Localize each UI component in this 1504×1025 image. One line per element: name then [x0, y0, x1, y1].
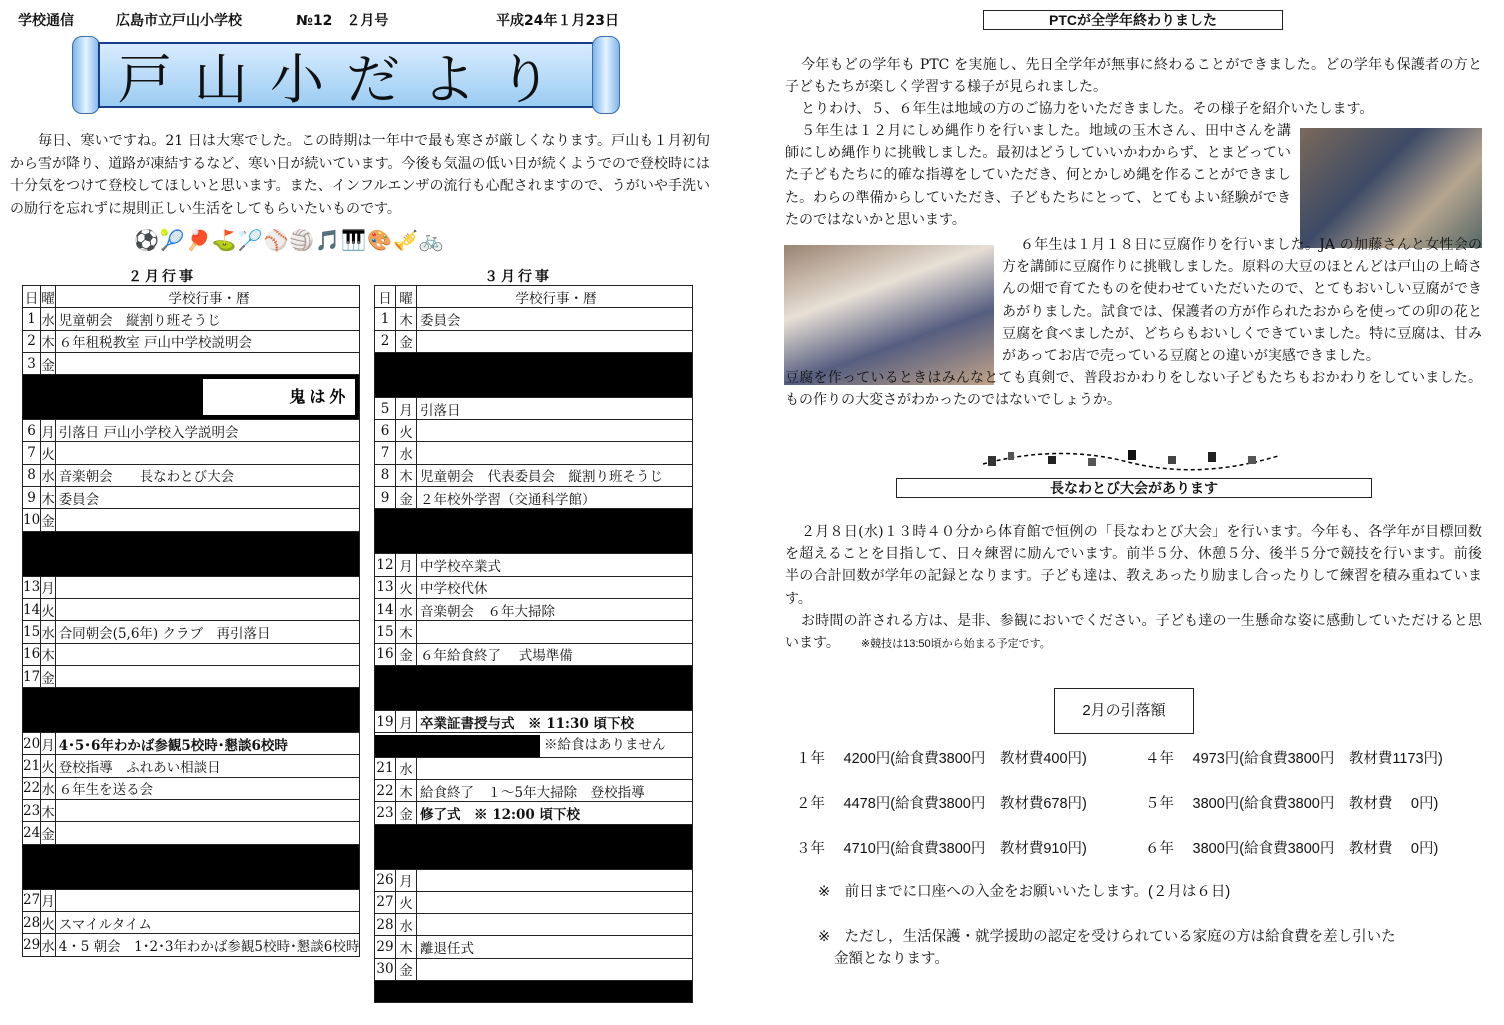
feb-event: 4･5･6年わかば参観5校時･懇談6校時: [55, 733, 360, 755]
feb-day: 3: [23, 352, 41, 374]
feb-weekday: 水: [41, 308, 56, 330]
mar-day: 13: [375, 576, 396, 598]
mar-event: 卒業証書授与式 ※ 11:30 頃下校: [417, 710, 693, 732]
activity-icons: ⚽🎾🏓⛳🏸⚾🏐🎵🎹🎨🎺🚲: [134, 228, 445, 252]
mar-event: 児童朝会 代表委員会 縦割り班そうじ: [417, 464, 693, 486]
feb-weekday: 木: [41, 330, 56, 352]
feb-day: 27: [23, 889, 41, 911]
setsubun-art: 鬼は外: [203, 379, 355, 415]
feb-event: 音楽朝会 長なわとび大会: [55, 464, 360, 486]
feb-day: 29: [23, 934, 41, 956]
feb-day: 9: [23, 487, 41, 509]
feb-weekday: 火: [41, 911, 56, 933]
mar-day: 21: [375, 757, 396, 779]
feb-day: 28: [23, 911, 41, 933]
feb-day: 21: [23, 755, 41, 777]
mar-weekday: 木: [396, 936, 417, 958]
mar-day: 7: [375, 442, 396, 464]
mar-weekday: 月: [396, 710, 417, 732]
mar-weekday: 金: [396, 802, 417, 824]
mar-day: 19: [375, 710, 396, 732]
feb-day: 8: [23, 464, 41, 486]
feb-day: 23: [23, 800, 41, 822]
ptc-paragraph-5: 豆腐を作っているときはみんなとても真剣で、普段おかわりをしない子どもたちもおかわりをしていました。もの作りの大変さがわかったのではないでしょうか。: [785, 370, 1482, 409]
school-name: 広島市立戸山小学校: [116, 13, 242, 29]
fee-row-1-right: ４年 4973円(給食費3800円 教材費1173円): [1145, 751, 1443, 767]
jump-note: ※競技は13:50頃から始まる予定です。: [860, 638, 1051, 651]
mar-weekday: 月: [396, 397, 417, 419]
fees-note-1: ※ 前日までに口座への入金をお願いいたします。(２月は６日): [818, 884, 1231, 900]
feb-weekday: 月: [41, 733, 56, 755]
mar-day: 15: [375, 621, 396, 643]
mar-event: 中学校卒業式: [417, 554, 693, 576]
feb-weekday: 火: [41, 598, 56, 620]
issue-number: №12 ２月号: [296, 13, 389, 29]
feb-day: 15: [23, 621, 41, 643]
ptc-paragraph-3: ５年生は１２月にしめ縄作りを行いました。地域の玉木さん、田中さんを講師にしめ縄作りに挑戦しました。最初はどうしていいかわからず、とまどっていた子どもたちに的確な指導をしていただき、何とかしめ縄を作ることができました。わらの準備からしていただき、子どもたちにとって、とてもよい経験ができたのではないかと思います。: [785, 123, 1291, 228]
jump-paragraph-1: ２月８日(水)１３時４０分から体育館で恒例の「長なわとび大会」を行います。今年も、各学年が目標回数を超えることを目指して、日々練習に励んでいます。前半５分、休憩５分、後半５分で競技を行います。前後半の合計回数が学年の記録となります。子ども達は、教えあったり励まし合ったりして練習を積み重ねています。: [785, 524, 1482, 607]
mar-day: 28: [375, 914, 396, 936]
ptc-paragraph-2: とりわけ、５、６年生は地域の方のご協力をいただきました。その様子を紹介いたします。: [801, 101, 1374, 118]
feb-event: スマイルタイム: [55, 911, 360, 933]
mar-half-note: ※給食はありません: [544, 737, 666, 754]
mar-day: 5: [375, 397, 396, 419]
feb-day: 1: [23, 308, 41, 330]
feb-weekday: 水: [41, 777, 56, 799]
mar-day: 30: [375, 958, 396, 980]
feb-event: ６年生を送る会: [55, 777, 360, 799]
mar-weekday: 火: [396, 420, 417, 442]
feb-day: 2: [23, 330, 41, 352]
mar-event: 離退任式: [417, 936, 693, 958]
fee-row-2-left: ２年 4478円(給食費3800円 教材費678円): [796, 796, 1087, 812]
mar-weekday: 金: [396, 958, 417, 980]
feb-header-2: 学校行事・暦: [55, 286, 360, 308]
mar-day: 14: [375, 598, 396, 620]
mar-weekday: 木: [396, 779, 417, 801]
feb-event: ６年租税教室 戸山中学校説明会: [55, 330, 360, 352]
feb-day: 22: [23, 777, 41, 799]
feb-day: 7: [23, 442, 41, 464]
mar-event: 委員会: [417, 308, 693, 330]
mar-day: 26: [375, 869, 396, 891]
feb-weekday: 金: [41, 665, 56, 687]
mar-day: 23: [375, 802, 396, 824]
mar-event: 音楽朝会 ６年大掃除: [417, 598, 693, 620]
mar-weekday: 水: [396, 598, 417, 620]
mar-weekday: 月: [396, 869, 417, 891]
feb-weekday: 水: [41, 464, 56, 486]
mar-header-0: 日: [375, 286, 396, 308]
mar-day: 22: [375, 779, 396, 801]
feb-weekday: 月: [41, 889, 56, 911]
mar-header-1: 曜: [396, 286, 417, 308]
mar-day: 9: [375, 487, 396, 509]
intro-paragraph: 毎日、寒いですね。21 日は大寒でした。この時期は一年中で最も寒さが厳しくなります。戸山も１月初旬から雪が降り、道路が凍結するなど、寒い日が続いています。今後も気温の低い日が続くようでので登校時には十分気をつけて登校してほしいと思います。また、インフルエンザの流行も心配されますので、うがいや手洗いの励行を忘れずに規則正しい生活をしてもらいたいものです。: [10, 133, 710, 217]
page-title: 戸山小だより: [98, 42, 594, 108]
feb-weekday: 金: [41, 352, 56, 374]
jump-title: 長なわとび大会があります: [896, 478, 1372, 498]
mar-day: 29: [375, 936, 396, 958]
feb-weekday: 月: [41, 420, 56, 442]
ptc-paragraph-1: 今年もどの学年も PTC を実施し、先日全学年が無事に終わることができました。どの学年も保護者の方と子どもたちが楽しく学習する様子が見られました。: [785, 57, 1482, 96]
issue-date: 平成24年１月23日: [496, 13, 619, 29]
mar-event: ６年給食終了 式場準備: [417, 643, 693, 665]
mar-day: 16: [375, 643, 396, 665]
fee-row-1-left: １年 4200円(給食費3800円 教材費400円): [796, 751, 1087, 767]
mar-event: 中学校代休: [417, 576, 693, 598]
feb-header-0: 日: [23, 286, 41, 308]
jump-paragraph-2: お時間の許される方は、是非、参観においでください。子ども達の一生懸命な姿に感動していただけると思います。: [785, 612, 1482, 652]
feb-event: 登校指導 ふれあい相談日: [55, 755, 360, 777]
feb-day: 16: [23, 643, 41, 665]
fees-note-2-cont: 金額となります。: [834, 951, 949, 967]
fee-row-3-left: ３年 4710円(給食費3800円 教材費910円): [796, 841, 1087, 857]
mar-weekday: 木: [396, 464, 417, 486]
mar-weekday: 水: [396, 914, 417, 936]
mar-event: 修了式 ※ 12:00 頃下校: [417, 802, 693, 824]
feb-event: 合同朝会(5,6年) クラブ 再引落日: [55, 621, 360, 643]
mar-weekday: 火: [396, 576, 417, 598]
mar-caption: ３月行事: [484, 269, 552, 285]
fee-row-2-right: ５年 3800円(給食費3800円 教材費 0円): [1145, 796, 1439, 812]
ptc-paragraph-4: ６年生は１月１８日に豆腐作りを行いました。JA の加藤さんと女性会の方を講師に豆腐作りに挑戦しました。原料の大豆のほとんどは戸山の上崎さんの畑で育てたものを使わせていただいたので、とてもおいしい豆腐ができあがりました。試食では、保護者の方が作られたおからを使っての卯の花と豆腐を食べましたが、どちらもおいしくできていました。特に豆腐は、甘みがあってお店で売っている豆腐との違いが実感できました。: [1002, 237, 1482, 365]
mar-event: 給食終了 １～5年大掃除 登校指導: [417, 779, 693, 801]
feb-weekday: 金: [41, 822, 56, 844]
fee-row-3-right: ６年 3800円(給食費3800円 教材費 0円): [1145, 841, 1439, 857]
feb-weekday: 金: [41, 509, 56, 531]
feb-weekday: 月: [41, 576, 56, 598]
feb-day: 20: [23, 733, 41, 755]
feb-day: 17: [23, 665, 41, 687]
feb-weekday: 水: [41, 934, 56, 956]
mar-weekday: 金: [396, 643, 417, 665]
feb-caption: ２月行事: [128, 269, 196, 285]
fees-note-2: ※ ただし，生活保護・就学援助の認定を受けられている家庭の方は給食費を差し引いた: [818, 929, 1396, 945]
mar-day: 6: [375, 420, 396, 442]
feb-day: 10: [23, 509, 41, 531]
mar-day: 12: [375, 554, 396, 576]
mar-weekday: 金: [396, 487, 417, 509]
feb-day: 24: [23, 822, 41, 844]
mar-day: 1: [375, 308, 396, 330]
mar-event: ２年校外学習（交通科学館）: [417, 487, 693, 509]
mar-weekday: 月: [396, 554, 417, 576]
feb-weekday: 水: [41, 621, 56, 643]
feb-event: 委員会: [55, 487, 360, 509]
feb-event: 引落日 戸山小学校入学説明会: [55, 420, 360, 442]
feb-weekday: 火: [41, 755, 56, 777]
mar-weekday: 木: [396, 308, 417, 330]
mar-weekday: 水: [396, 757, 417, 779]
feb-weekday: 木: [41, 643, 56, 665]
feb-weekday: 木: [41, 487, 56, 509]
header-label: 学校通信: [18, 13, 74, 29]
feb-weekday: 木: [41, 800, 56, 822]
mar-weekday: 金: [396, 330, 417, 352]
mar-day: 2: [375, 330, 396, 352]
mar-weekday: 木: [396, 621, 417, 643]
mar-day: 27: [375, 891, 396, 913]
feb-weekday: 火: [41, 442, 56, 464]
mar-weekday: 火: [396, 891, 417, 913]
feb-day: 13: [23, 576, 41, 598]
mar-weekday: 水: [396, 442, 417, 464]
fees-title: 2月の引落額: [1054, 688, 1194, 734]
mar-header-2: 学校行事・暦: [417, 286, 693, 308]
feb-event: 4・5 朝会 1･2･3年わかば参観5校時･懇談6校時: [55, 934, 360, 956]
mar-event: 引落日: [417, 397, 693, 419]
feb-event: 児童朝会 縦割り班そうじ: [55, 308, 360, 330]
mar-day: 8: [375, 464, 396, 486]
feb-day: 6: [23, 420, 41, 442]
ptc-title: PTCが全学年終わりました: [983, 10, 1283, 30]
feb-day: 14: [23, 598, 41, 620]
feb-header-1: 曜: [41, 286, 56, 308]
